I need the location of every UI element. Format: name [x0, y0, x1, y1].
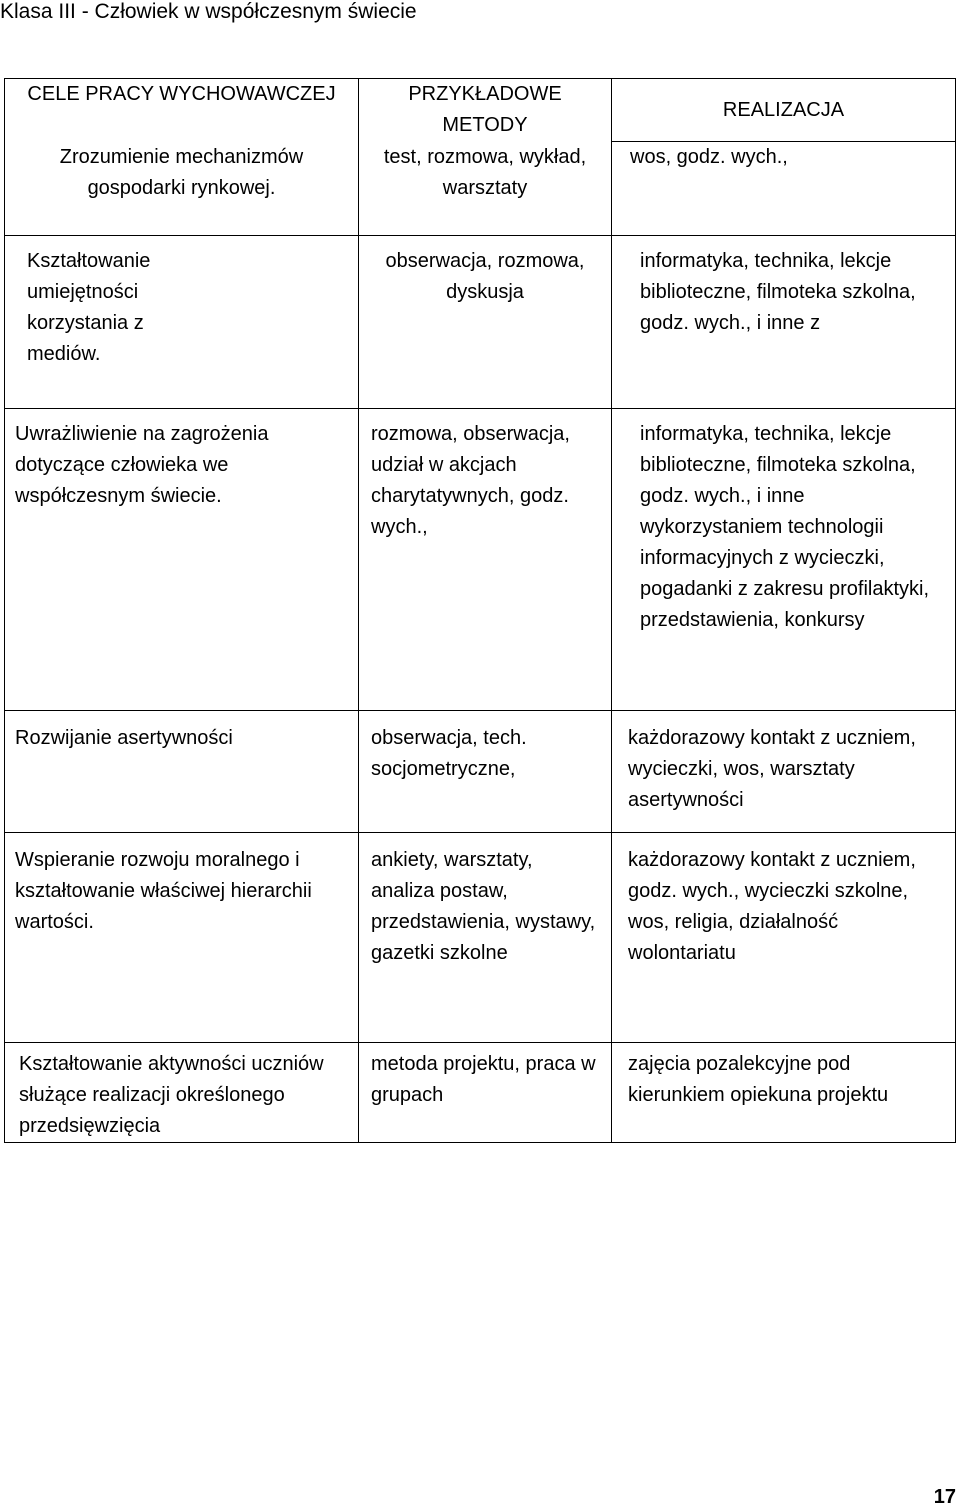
- table-header-row: [5, 79, 956, 142]
- goal-text: Rozwijanie asertywności: [15, 727, 233, 749]
- realization-text: zajęcia pozalekcyjne pod kierunkiem opiekuna projektu: [628, 1053, 889, 1106]
- goal-cell: [5, 833, 359, 1043]
- methods-text: metoda projektu, praca w grupach: [371, 1053, 596, 1106]
- goal-cell: [5, 711, 359, 833]
- goal-text: Uwrażliwienie na zagrożenia dotyczące człowieka we współczesnym świecie.: [15, 423, 269, 507]
- header-realization-cell: [612, 79, 956, 142]
- methods-text: obserwacja, rozmowa, dyskusja: [385, 250, 585, 303]
- goal-text: Kształtowanie umiejętności korzystania z mediów.: [27, 250, 151, 365]
- realization-cell: [612, 711, 956, 833]
- table-row: [5, 409, 956, 711]
- header-goals: CELE PRACY WYCHOWAWCZEJ: [27, 83, 336, 105]
- goal-cell: [5, 1043, 359, 1143]
- methods-cell: [359, 711, 612, 833]
- goal-text: Kształtowanie aktywności uczniów służące realizacji określonego przedsięwzięcia: [19, 1053, 324, 1137]
- header-realization: REALIZACJA: [722, 98, 845, 121]
- goal-text: Zrozumienie mechanizmów gospodarki rynkowej.: [59, 145, 304, 199]
- methods-text: rozmowa, obserwacja, udział w akcjach charytatywnych, godz. wych.,: [371, 423, 570, 538]
- goal-text: Wspieranie rozwoju moralnego i kształtowanie właściwej hierarchii wartości.: [15, 849, 312, 933]
- methods-text: ankiety, warsztaty, analiza postaw, przedstawienia, wystawy, gazetki szkolne: [371, 849, 596, 964]
- document-title: Klasa III - Człowiek w współczesnym świecie: [0, 0, 417, 23]
- table-row: [5, 142, 956, 236]
- methods-text: test, rozmowa, wykład, warsztaty: [383, 145, 587, 199]
- table-row: [5, 236, 956, 409]
- realization-cell: [612, 142, 956, 236]
- page-number: 17: [933, 1486, 956, 1508]
- realization-text: informatyka, technika, lekcje biblioteczne, filmoteka szkolna, godz. wych., i inne wykorzystaniem technologii informacyjnych z wycieczki, pogadanki z zakresu profilaktyki, przedstawienia, konkursy: [640, 423, 930, 631]
- methods-cell: [359, 142, 612, 236]
- goal-cell: [5, 236, 359, 409]
- methods-cell: [359, 833, 612, 1043]
- header-goals-cell: [5, 79, 359, 142]
- goal-cell: [5, 142, 359, 236]
- realization-text: każdorazowy kontakt z uczniem, wycieczki, wos, warsztaty asertywności: [628, 727, 916, 811]
- methods-text: obserwacja, tech. socjometryczne,: [371, 727, 527, 780]
- realization-text: informatyka, technika, lekcje biblioteczne, filmoteka szkolna, godz. wych., i inne z: [640, 250, 916, 334]
- table-row: [5, 833, 956, 1043]
- goal-cell: [5, 409, 359, 711]
- realization-cell: [612, 833, 956, 1043]
- methods-cell: [359, 409, 612, 711]
- header-methods-cell: [359, 79, 612, 142]
- methods-cell: [359, 236, 612, 409]
- header-methods: PRZYKŁADOWE METODY: [408, 83, 562, 136]
- realization-text: każdorazowy kontakt z uczniem, godz. wych., wycieczki szkolne, wos, religia, działalność wolontariatu: [628, 849, 916, 964]
- methods-cell: [359, 1043, 612, 1143]
- realization-cell: [612, 1043, 956, 1143]
- realization-text: wos, godz. wych.,: [630, 146, 788, 168]
- realization-cell: [612, 236, 956, 409]
- table-row: [5, 1043, 956, 1143]
- education-plan-table: [4, 78, 956, 1143]
- realization-cell: [612, 409, 956, 711]
- table-row: [5, 711, 956, 833]
